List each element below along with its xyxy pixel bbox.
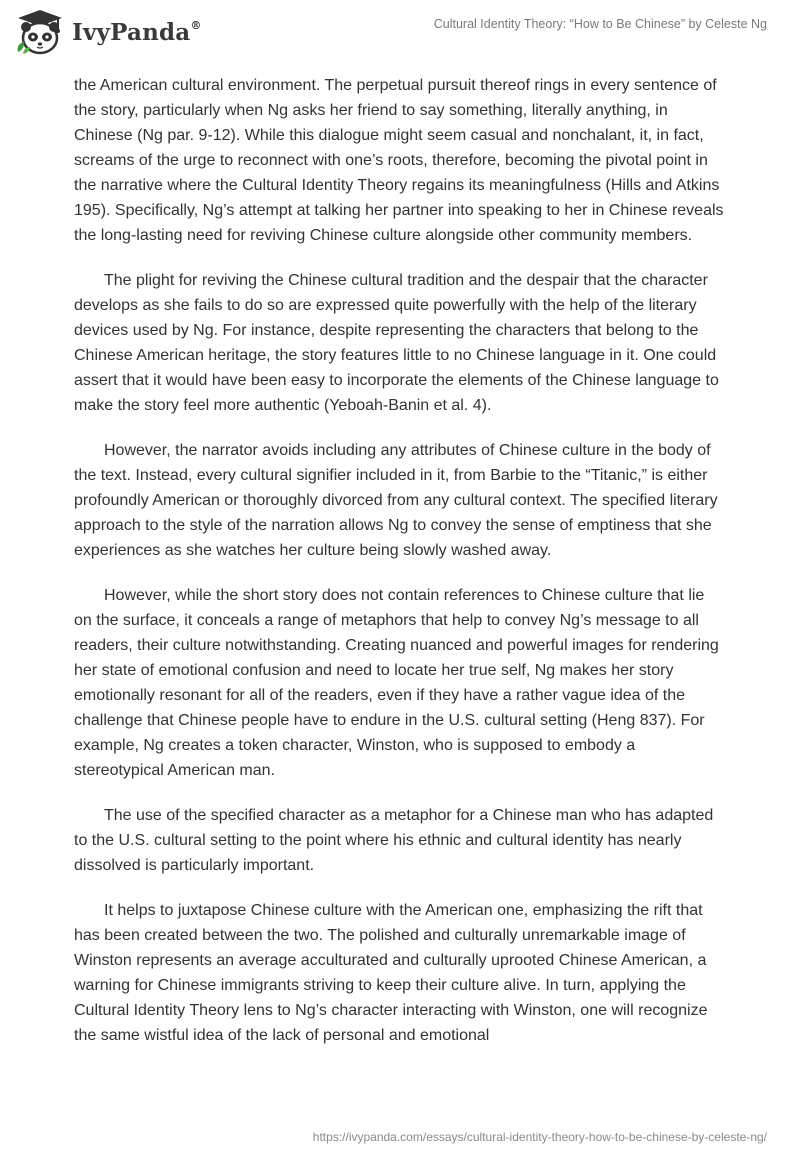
paragraph: It helps to juxtapose Chinese culture with the American one, emphasizing the rift that has been created between the two. The polished and culturally unremarkable image of Winston represents an average acculturated and culturally uprooted Chinese American, a warning for Chinese immigrants striving to keep their culture alive. In turn, applying the Cultural Identity Theory lens to Ng’s character interacting with Winston, one will recognize the same wistful idea of the lack of personal and emotional <box>74 902 708 1044</box>
page-header <box>0 0 800 66</box>
ivypanda-logo[interactable] <box>14 8 202 56</box>
document-title: Cultural Identity Theory: “How to Be Chinese” by Celeste Ng <box>433 17 767 31</box>
panda-mascot-icon <box>14 8 66 56</box>
source-url-link[interactable]: https://ivypanda.com/essays/cultural-identity-theory-how-to-be-chinese-by-celeste-ng/ <box>312 1130 767 1144</box>
paragraph: However, while the short story does not contain references to Chinese culture that lie on the surface, it conceals a range of metaphors that help to convey Ng’s message to all readers, their culture notwithstanding. Creating nuanced and powerful images for rendering her state of emotional confusion and need to locate her true self, Ng makes her story emotionally resonant for all of the readers, even if they have a rather vague idea of the challenge that Chinese people have to endure in the U.S. cultural setting (Heng 837). For example, Ng creates a token character, Winston, who is supposed to embody a stereotypical American man. <box>74 587 719 779</box>
paragraph: The use of the specified character as a metaphor for a Chinese man who has adapted to the U.S. cultural setting to the point where his ethnic and cultural identity has nearly dissolved is particularly important. <box>74 807 714 874</box>
essay-body <box>74 73 724 1068</box>
logo-wordmark: IvyPanda® <box>72 18 202 46</box>
paragraph: However, the narrator avoids including any attributes of Chinese culture in the body of the text. Instead, every cultural signifier included in it, from Barbie to the “Titanic,” is either profoundly American or thoroughly divorced from any cultural context. The specified literary approach to the style of the narration allows Ng to convey the sense of emptiness that she experiences as she watches her culture being slowly washed away. <box>74 442 718 559</box>
paragraph: the American cultural environment. The perpetual pursuit thereof rings in every sentence of the story, particularly when Ng asks her friend to say something, literally anything, in Chinese (Ng par. 9-12). While this dialogue might seem casual and nonchalant, it, in fact, screams of the urge to reconnect with one’s roots, therefore, becoming the pivotal point in the narrative where the Cultural Identity Theory regains its meaningfulness (Hills and Atkins 195). Specifically, Ng’s attempt at talking her partner into speaking to her in Chinese reveals the long-lasting need for reviving Chinese culture alongside other community members. <box>74 77 724 244</box>
paragraph: The plight for reviving the Chinese cultural tradition and the despair that the character develops as she fails to do so are expressed quite powerfully with the help of the literary devices used by Ng. For instance, despite representing the characters that belong to the Chinese American heritage, the story features little to no Chinese language in it. One could assert that it would have been easy to incorporate the elements of the Chinese language to make the story feel more authentic (Yeboah-Banin et al. 4). <box>74 272 719 414</box>
